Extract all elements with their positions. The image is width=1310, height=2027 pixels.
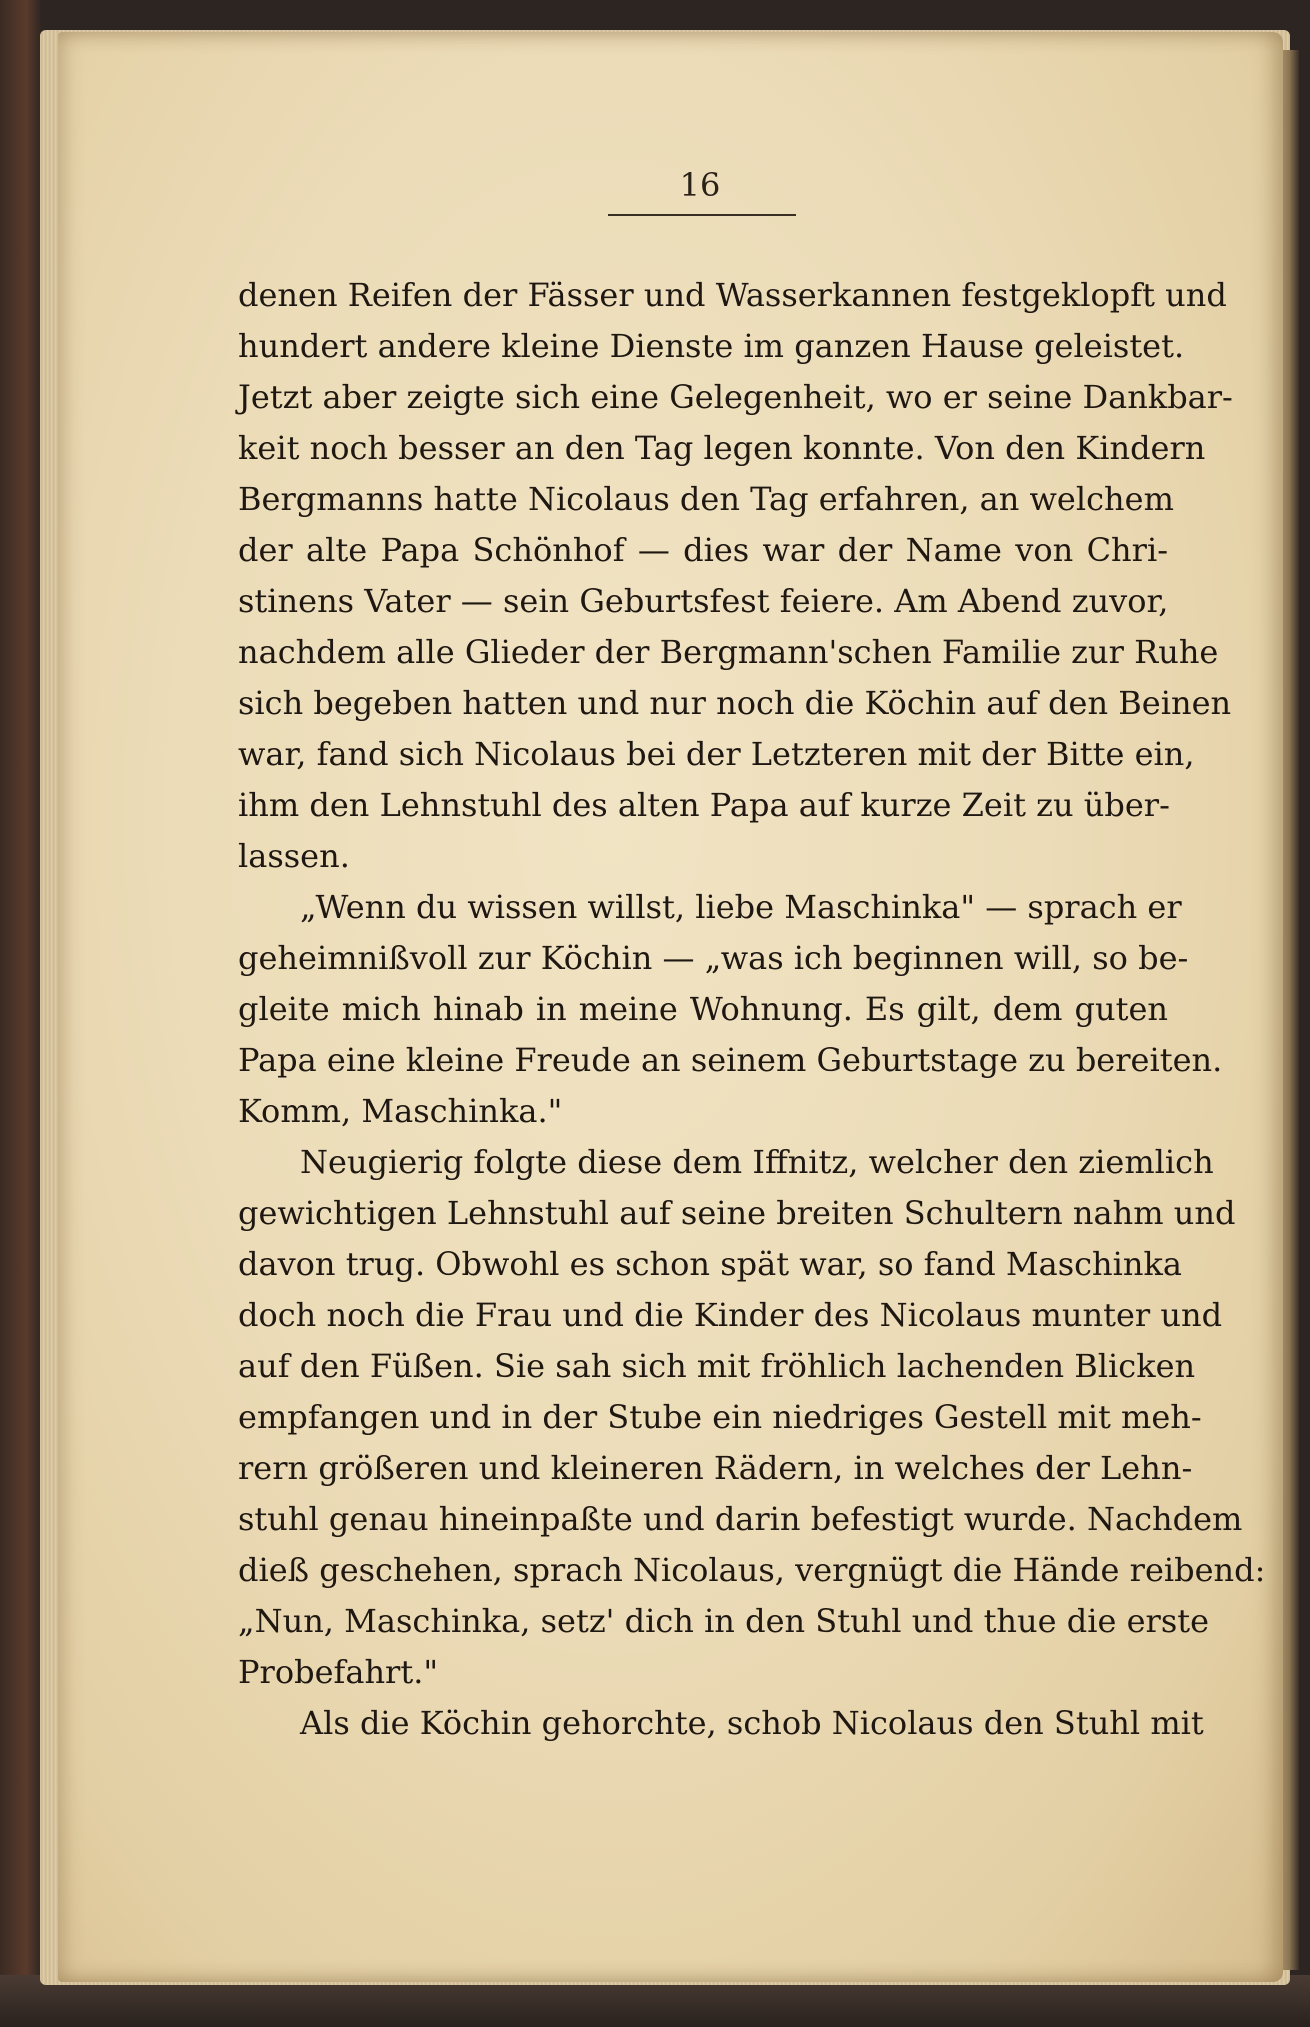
text-line: stuhl genau hineinpaßte und darin befestigt wurde. Nachdem bbox=[238, 1500, 1243, 1538]
text-line: Probefahrt." bbox=[238, 1653, 439, 1691]
text-line: keit noch besser an den Tag legen konnte. Von den Kindern bbox=[238, 429, 1206, 467]
text-line: gleite mich hinab in meine Wohnung. Es gilt, dem guten bbox=[238, 990, 1168, 1028]
text-line: hundert andere kleine Dienste im ganzen Hause geleistet. bbox=[238, 327, 1185, 365]
text-line: Papa eine kleine Freude an seinem Geburtstage zu bereiten. bbox=[238, 1041, 1223, 1079]
text-line: rern größeren und kleineren Rädern, in welches der Lehn- bbox=[238, 1449, 1193, 1487]
header-rule bbox=[608, 214, 796, 216]
text-line: denen Reifen der Fässer und Wasserkannen festgeklopft und bbox=[238, 276, 1227, 314]
text-line: empfangen und in der Stube ein niedriges Gestell mit meh- bbox=[238, 1398, 1202, 1436]
text-line: doch noch die Frau und die Kinder des Nicolaus munter und bbox=[238, 1296, 1223, 1334]
text-line: dieß geschehen, sprach Nicolaus, vergnügt die Hände reibend: bbox=[238, 1551, 1266, 1589]
body-text bbox=[238, 270, 1266, 1749]
text-line: Bergmanns hatte Nicolaus den Tag erfahren, an welchem bbox=[238, 480, 1174, 518]
text-line: ihm den Lehnstuhl des alten Papa auf kurze Zeit zu über- bbox=[238, 786, 1170, 824]
text-line: sich begeben hatten und nur noch die Köchin auf den Beinen bbox=[238, 684, 1232, 722]
text-line: geheimnißvoll zur Köchin — „was ich beginnen will, so be- bbox=[238, 939, 1189, 977]
text-line: gewichtigen Lehnstuhl auf seine breiten Schultern nahm und bbox=[238, 1194, 1236, 1232]
text-line: davon trug. Obwohl es schon spät war, so fand Maschinka bbox=[238, 1245, 1182, 1283]
text-line: stinens Vater — sein Geburtsfest feiere. Am Abend zuvor, bbox=[238, 582, 1169, 620]
text-line: Als die Köchin gehorchte, schob Nicolaus den Stuhl mit bbox=[300, 1704, 1204, 1742]
page-number: 16 bbox=[679, 166, 721, 204]
text-line: „Wenn du wissen willst, liebe Maschinka" — sprach er bbox=[300, 888, 1182, 926]
text-line: Jetzt aber zeigte sich eine Gelegenheit, wo er seine Dankbar- bbox=[238, 378, 1233, 416]
text-line: war, fand sich Nicolaus bei der Letzteren mit der Bitte ein, bbox=[238, 735, 1195, 773]
text-line: nachdem alle Glieder der Bergmann'schen Familie zur Ruhe bbox=[238, 633, 1219, 671]
text-line: Komm, Maschinka." bbox=[238, 1092, 563, 1130]
text-line: lassen. bbox=[238, 837, 350, 875]
text-line: der alte Papa Schönhof — dies war der Name von Chri- bbox=[238, 531, 1168, 569]
text-line: „Nun, Maschinka, setz' dich in den Stuhl und thue die erste bbox=[238, 1602, 1210, 1640]
text-line: auf den Füßen. Sie sah sich mit fröhlich lachenden Blicken bbox=[238, 1347, 1196, 1385]
text-line: Neugierig folgte diese dem Iffnitz, welcher den ziemlich bbox=[300, 1143, 1214, 1181]
